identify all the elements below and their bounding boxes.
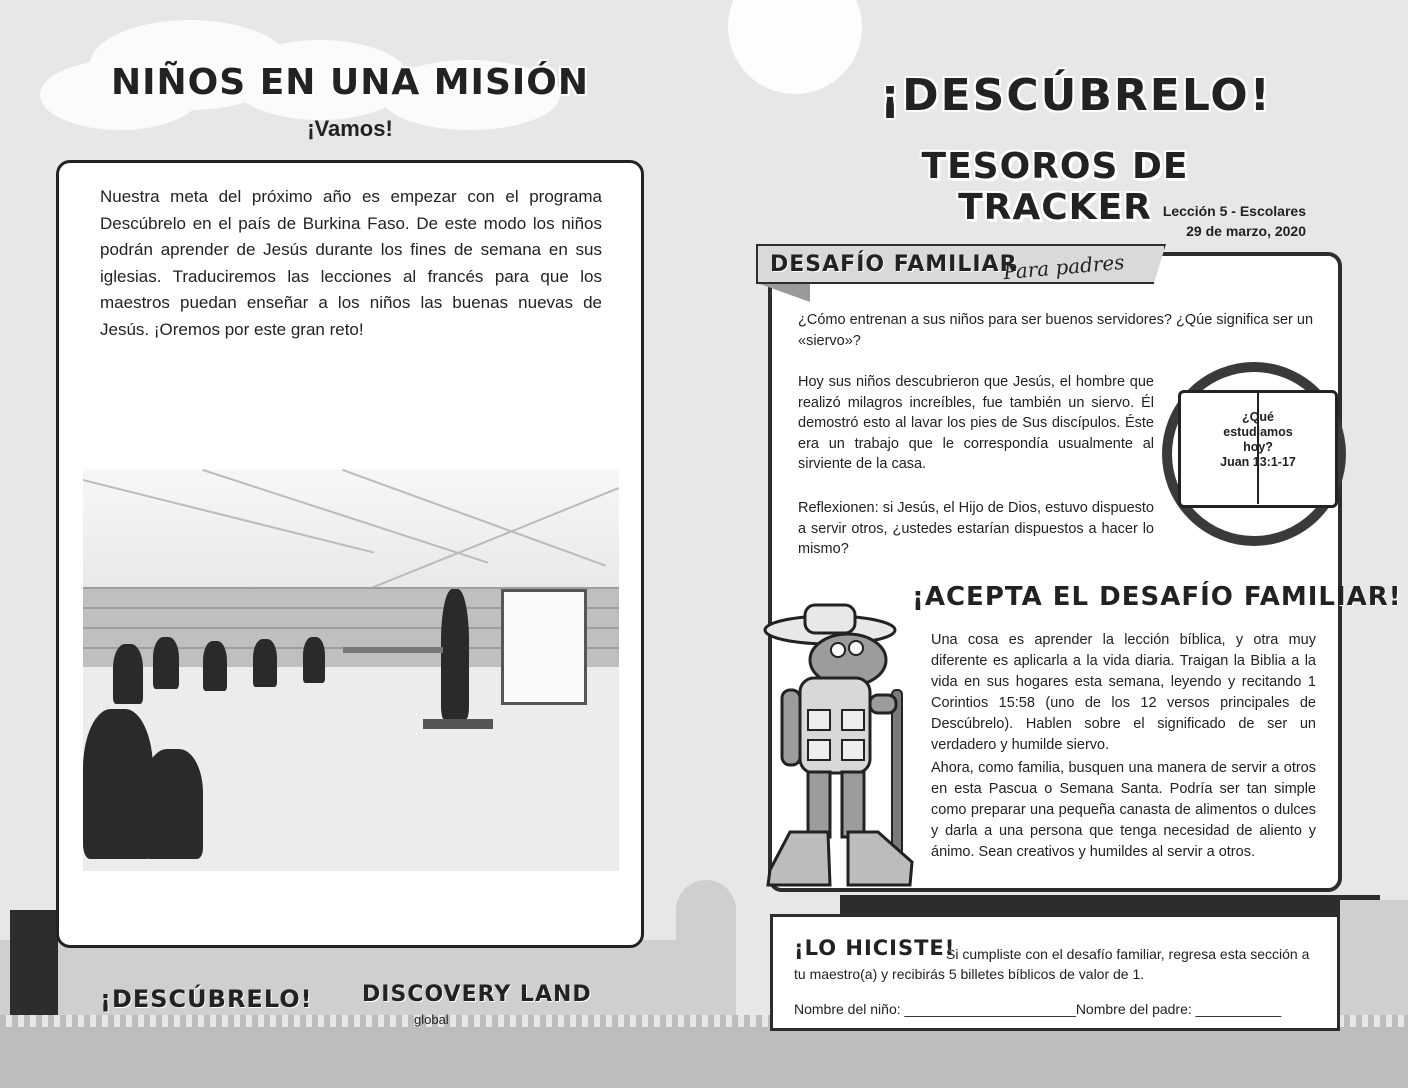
classroom-photo xyxy=(83,469,619,871)
child xyxy=(143,749,203,859)
left-page-subtitle: ¡Vamos! xyxy=(307,116,393,141)
study-reference xyxy=(1190,410,1326,470)
child xyxy=(203,641,227,691)
discovery-land-logo: DISCOVERY LAND xyxy=(362,982,592,1007)
child-name-field[interactable]: ______________________ xyxy=(904,1001,1076,1017)
child xyxy=(303,637,325,683)
return-slip-text: Si cumpliste con el desafío familiar, regresa esta sección a tu maestro(a) y recibirás 5 billetes bíblicos de valor de 1. xyxy=(794,946,1310,982)
parent-name-field[interactable]: ___________ xyxy=(1195,1001,1282,1017)
parent-name-label: Nombre del padre: xyxy=(1075,1001,1196,1017)
study-line-3: hoy? xyxy=(1243,440,1273,454)
left-page-body: Nuestra meta del próximo año es empezar con el programa Descúbrelo en el país de Burkina Faso. De este modo los niños podrán aprender de Jesús durante los fines de semana en sus iglesias. Traduciremos las lecciones al francés para que los maestros puedan enseñar a los niños las buenas nuevas de Jesús. ¡Oremos por este gran reto! xyxy=(100,187,602,339)
paragraph-reflection: Reflexionen: si Jesús, el Hijo de Dios, estuvo dispuesto a servir otros, ¿ustedes estarían dispuestos a hacer lo mismo? xyxy=(798,500,1154,557)
right-page-title: TESOROS DE TRACKER xyxy=(921,146,1189,228)
study-line-2: estudiamos xyxy=(1223,425,1293,439)
table xyxy=(343,647,443,653)
sun xyxy=(728,0,862,94)
child-name-label: Nombre del niño: xyxy=(794,1001,905,1017)
skyline-right xyxy=(840,895,1380,915)
child xyxy=(153,637,179,689)
brand-logo: ¡DESCÚBRELO! xyxy=(880,70,1272,121)
teacher xyxy=(441,589,469,719)
section-subtitle: Para padres xyxy=(1002,249,1126,285)
skyline-left-dome xyxy=(676,880,736,1020)
skyline-right-light xyxy=(1340,900,1408,1020)
child xyxy=(253,639,277,687)
paragraph-serve: Ahora, como familia, busquen una manera de servir a otros en esta Pascua o Semana Santa. Podría ser tan simple como preparar una pequeña canasta de alimentos o dulces y darla a una persona que tenga necesidad de aliento y ánimo. Sean creativos y humildes al servir a otros. xyxy=(931,760,1316,860)
challenge-title: ¡ACEPTA EL DESAFÍO FAMILIAR! xyxy=(912,582,1402,612)
child xyxy=(113,644,143,704)
descubrelo-logo: ¡DESCÚBRELO! xyxy=(100,985,313,1013)
date-line: 29 de marzo, 2020 xyxy=(1186,223,1306,239)
bench xyxy=(423,719,493,729)
return-slip-title: ¡LO HICISTE! xyxy=(794,936,956,960)
lesson-info xyxy=(1100,201,1306,241)
lesson-line: Lección 5 - Escolares xyxy=(1162,203,1306,219)
paragraph-apply: Una cosa es aprender la lección bíblica, y otra muy diferente es aplicarla a la vida diaria. Traigan la Biblia a la vida en sus hogares esta semana, leyendo y recitando 1 Corintios 15:58 (uno de los 12 versos principales de Descúbrelo). Hablen sobre el significado de ser un verdadero y humilde siervo. xyxy=(931,632,1316,753)
left-page-title: NIÑOS EN UNA MISIÓN xyxy=(111,62,589,103)
section-title: DESAFÍO FAMILIAR xyxy=(770,252,1018,277)
paragraph-question: ¿Cómo entrenan a sus niños para ser buenos servidores? ¿Qúe significa ser un «siervo»? xyxy=(798,312,1314,349)
tracker-mascot-icon xyxy=(760,600,920,890)
tent-roof xyxy=(83,469,619,589)
discovery-land-logo-sub: global xyxy=(414,1012,449,1027)
whiteboard xyxy=(501,589,587,705)
paragraph-explanation: Hoy sus niños descubrieron que Jesús, el hombre que realizó milagros increíbles, fue también un siervo. Él demostró esto al lavar los pies de Sus discípulos. Éste era un trabajo que le correspondía usualmente al sirviente de la casa. xyxy=(798,374,1154,472)
name-fields xyxy=(794,1001,1324,1017)
study-line-4: Juan 13:1-17 xyxy=(1220,455,1296,469)
study-line-1: ¿Qué xyxy=(1242,410,1274,424)
skyline-left-tower xyxy=(10,910,58,1020)
